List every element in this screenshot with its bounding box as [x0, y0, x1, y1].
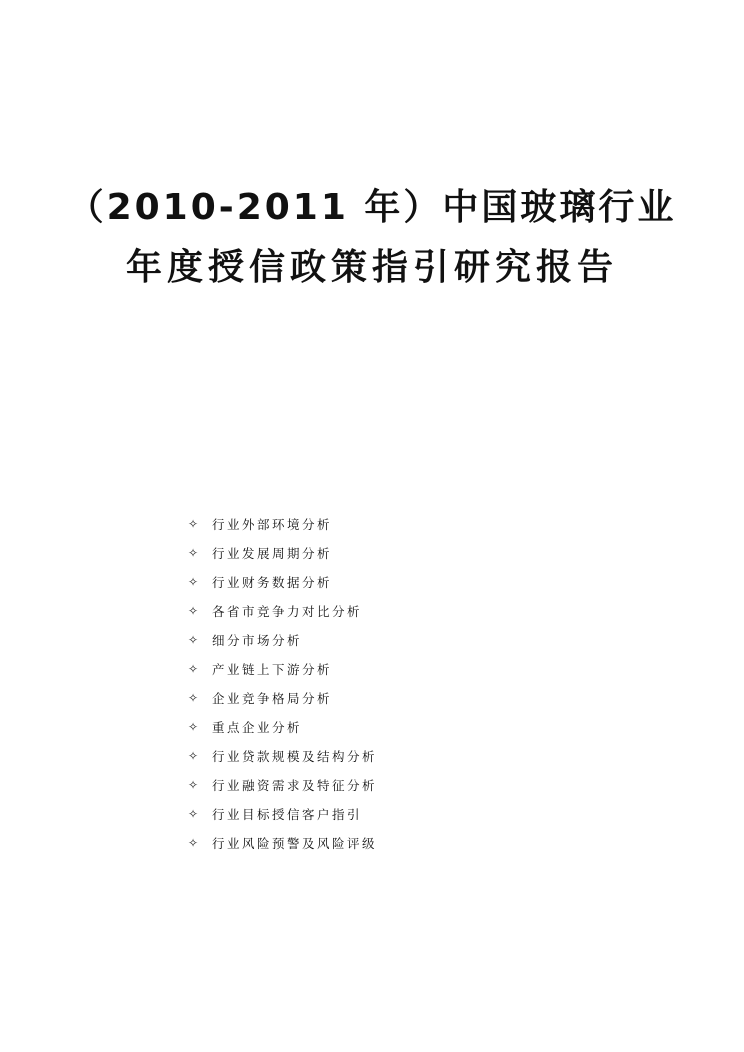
list-item-label: 行业风险预警及风险评级: [212, 836, 378, 851]
diamond-bullet-icon: ✧: [188, 633, 199, 647]
title-line-1: （2010-2011 年）中国玻璃行业: [67, 187, 677, 228]
list-item-label: 行业目标授信客户指引: [212, 807, 363, 822]
list-item: [188, 539, 588, 568]
list-item: [188, 597, 588, 626]
list-item: [188, 684, 588, 713]
list-item: [188, 800, 588, 829]
list-item-label: 行业发展周期分析: [212, 546, 333, 561]
list-item-label: 行业融资需求及特征分析: [212, 778, 378, 793]
list-item-label: 行业外部环境分析: [212, 517, 333, 532]
list-item: [188, 713, 588, 742]
title-line-2: 年度授信政策指引研究报告: [125, 247, 618, 288]
list-item-label: 各省市竞争力对比分析: [212, 604, 363, 619]
list-item-label: 企业竞争格局分析: [212, 691, 333, 706]
diamond-bullet-icon: ✧: [188, 691, 199, 705]
list-item: [188, 510, 588, 539]
diamond-bullet-icon: ✧: [188, 604, 199, 618]
diamond-bullet-icon: ✧: [188, 749, 199, 763]
list-item: [188, 742, 588, 771]
list-item: [188, 829, 588, 858]
list-item: [188, 568, 588, 597]
diamond-bullet-icon: ✧: [188, 836, 199, 850]
list-item-label: 细分市场分析: [212, 633, 303, 648]
diamond-bullet-icon: ✧: [188, 778, 199, 792]
list-item-label: 行业贷款规模及结构分析: [212, 749, 378, 764]
diamond-bullet-icon: ✧: [188, 517, 199, 531]
list-item-label: 重点企业分析: [212, 720, 303, 735]
diamond-bullet-icon: ✧: [188, 720, 199, 734]
diamond-bullet-icon: ✧: [188, 575, 199, 589]
list-item-label: 行业财务数据分析: [212, 575, 333, 590]
list-item: [188, 655, 588, 684]
list-item-label: 产业链上下游分析: [212, 662, 333, 677]
diamond-bullet-icon: ✧: [188, 807, 199, 821]
diamond-bullet-icon: ✧: [188, 546, 199, 560]
report-title: [0, 178, 744, 298]
diamond-bullet-icon: ✧: [188, 662, 199, 676]
contents-list: [188, 510, 588, 858]
list-item: [188, 626, 588, 655]
list-item: [188, 771, 588, 800]
